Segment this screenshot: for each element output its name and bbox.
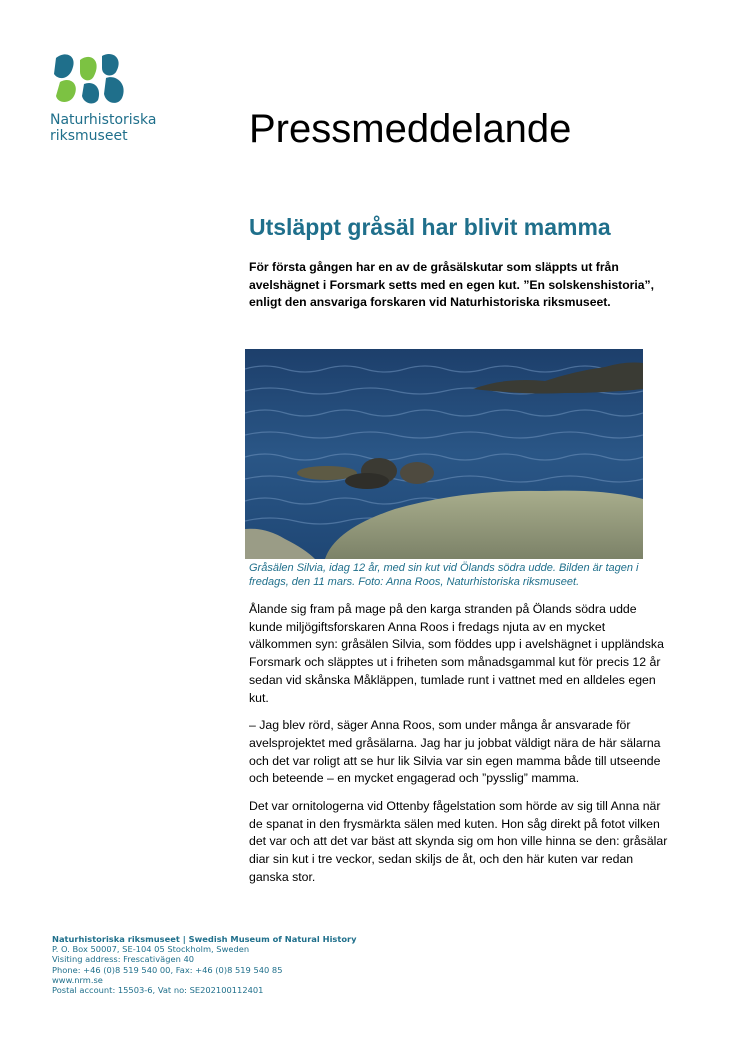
article-lead: För första gången har en av de gråsälskutar som släppts ut från avelshägnet i Forsmark setts med en egen kut. ”En solskenshistoria”, enligt den ansvariga forskaren vid Naturhistoriska riksmuseet. bbox=[249, 260, 655, 309]
footer-organization: Naturhistoriska riksmuseet | Swedish Museum of Natural History bbox=[52, 934, 357, 944]
seal-photo bbox=[245, 349, 643, 559]
logo-line-1: Naturhistoriska bbox=[50, 112, 157, 128]
footer-visiting-address: Visiting address: Frescativägen 40 bbox=[52, 954, 195, 965]
logo-wordmark bbox=[50, 112, 200, 144]
photo-caption: Gråsälen Silvia, idag 12 år, med sin kut vid Ölands södra udde. Bilden är tagen i fredags, den 11 mars. Foto: Anna Roos, Naturhistoriska riksmuseet. bbox=[249, 562, 639, 588]
footer-account: Postal account: 15503-6, Vat no: SE202100112401 bbox=[52, 985, 264, 996]
article-headline: Utsläppt gråsäl har blivit mamma bbox=[249, 214, 611, 240]
footer-postal-address: P. O. Box 50007, SE-104 05 Stockholm, Sweden bbox=[52, 944, 250, 955]
footer-website-link[interactable]: www.nrm.se bbox=[52, 974, 103, 985]
document-type-title: Pressmeddelande bbox=[249, 107, 572, 151]
body-paragraph: Ålande sig fram på mage på den karga stranden på Ölands södra udde kunde miljögiftsforskaren Anna Roos i fredags njuta av en mycket välkommen syn: gråsälen Silvia, som föddes upp i avelshägnet i uppländska Forsmark och släpptes ut i friheten som månadsgammal kut för precis 12 år sedan vid skånska Måkläppen, tumlade runt i vattnet med en alldeles egen kut. bbox=[249, 602, 664, 705]
article-body bbox=[249, 601, 669, 897]
footer-phone: Phone: +46 (0)8 519 540 00, Fax: +46 (0)8 519 540 85 bbox=[52, 964, 283, 975]
body-paragraph: – Jag blev rörd, säger Anna Roos, som under många år ansvarade för avelsprojektet med gråsälarna. Jag har ju jobbat väldigt nära de här sälarna och det var roligt att se hur lik Silvia var sin egen mamma både till utseende och beteende – en mycket engagerad och ”pysslig” mamma. bbox=[249, 718, 661, 786]
logo-line-2: riksmuseet bbox=[50, 128, 128, 144]
body-paragraph: Det var ornitologerna vid Ottenby fågelstation som hörde av sig till Anna när de spanat in den frysmärkta sälen med kuten. Hon såg direkt på fotot vilken det var och att det var bäst att skynda sig om hon ville hinna se den: gråsälar diar sin kut i tre veckor, sedan skiljs de åt, och den här kuten var redan ganska stor. bbox=[249, 799, 668, 884]
nrm-logo-icon bbox=[50, 50, 130, 106]
footer bbox=[52, 934, 452, 995]
